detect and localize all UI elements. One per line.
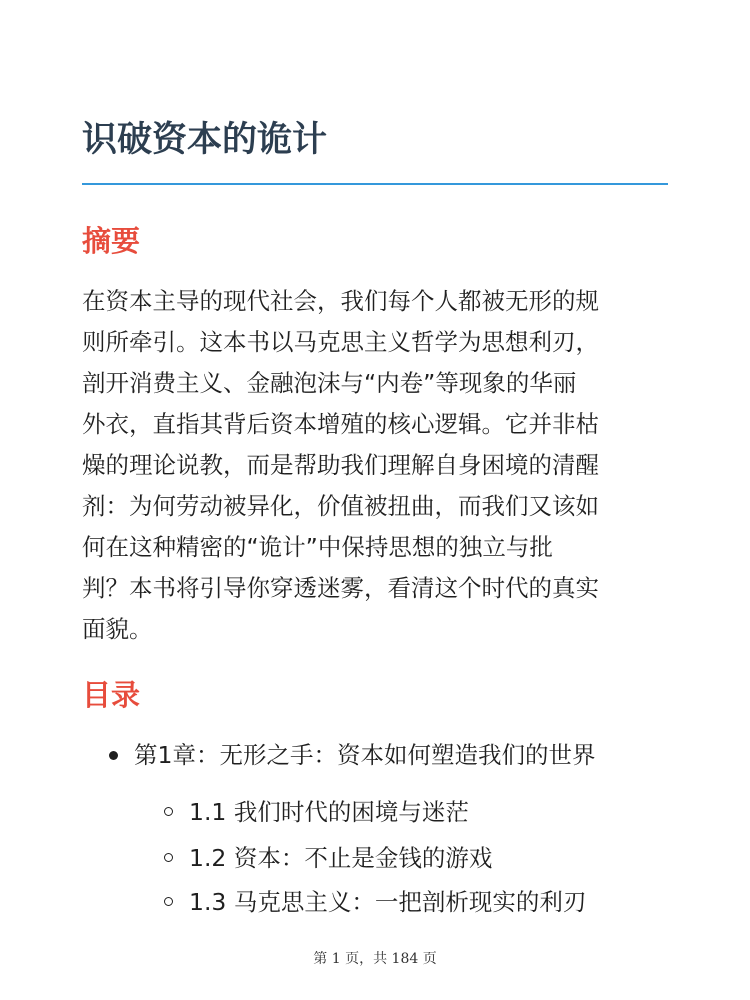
abstract-line: 剂：为何劳动被异化，价值被扭曲，而我们又该如: [82, 492, 599, 520]
toc-section-label: 1.1 我们时代的困境与迷茫: [189, 798, 469, 826]
toc-section-label: 1.2 资本：不止是金钱的游戏: [189, 844, 493, 872]
abstract-line: 面貌。: [82, 615, 153, 643]
abstract-line: 判？本书将引导你穿透迷雾，看清这个时代的真实: [82, 574, 599, 602]
toc-section-1-3[interactable]: [189, 884, 586, 920]
abstract-line: 何在这种精密的“诡计”中保持思想的独立与批: [82, 533, 553, 561]
abstract-line: 在资本主导的现代社会，我们每个人都被无形的规: [82, 287, 599, 315]
title-divider: [82, 183, 668, 185]
abstract-heading: 摘要: [82, 224, 141, 258]
abstract-line: 剖开消费主义、金融泡沫与“内卷”等现象的华丽: [82, 369, 577, 397]
bullet-circle-icon: [164, 853, 173, 862]
toc-chapter-1[interactable]: [134, 737, 595, 773]
page-title: 识破资本的诡计: [82, 120, 328, 160]
bullet-circle-icon: [164, 897, 173, 906]
abstract-line: 外衣，直指其背后资本增殖的核心逻辑。它并非枯: [82, 410, 599, 438]
toc-section-1-1[interactable]: [189, 794, 469, 830]
abstract-line: 则所牵引。这本书以马克思主义哲学为思想利刃，: [82, 328, 599, 356]
bullet-circle-icon: [164, 807, 173, 816]
abstract-paragraph: [82, 281, 670, 650]
toc-section-1-2[interactable]: [189, 840, 492, 876]
toc-heading: 目录: [82, 678, 141, 712]
bullet-disc-icon: [109, 751, 118, 760]
page-number-footer: 第 1 页，共 184 页: [313, 951, 437, 967]
abstract-line: 燥的理论说教，而是帮助我们理解自身困境的清醒: [82, 451, 599, 479]
toc-chapter-label: 第1章：无形之手：资本如何塑造我们的世界: [134, 741, 596, 769]
toc-section-label: 1.3 马克思主义：一把剖析现实的利刃: [189, 888, 587, 916]
